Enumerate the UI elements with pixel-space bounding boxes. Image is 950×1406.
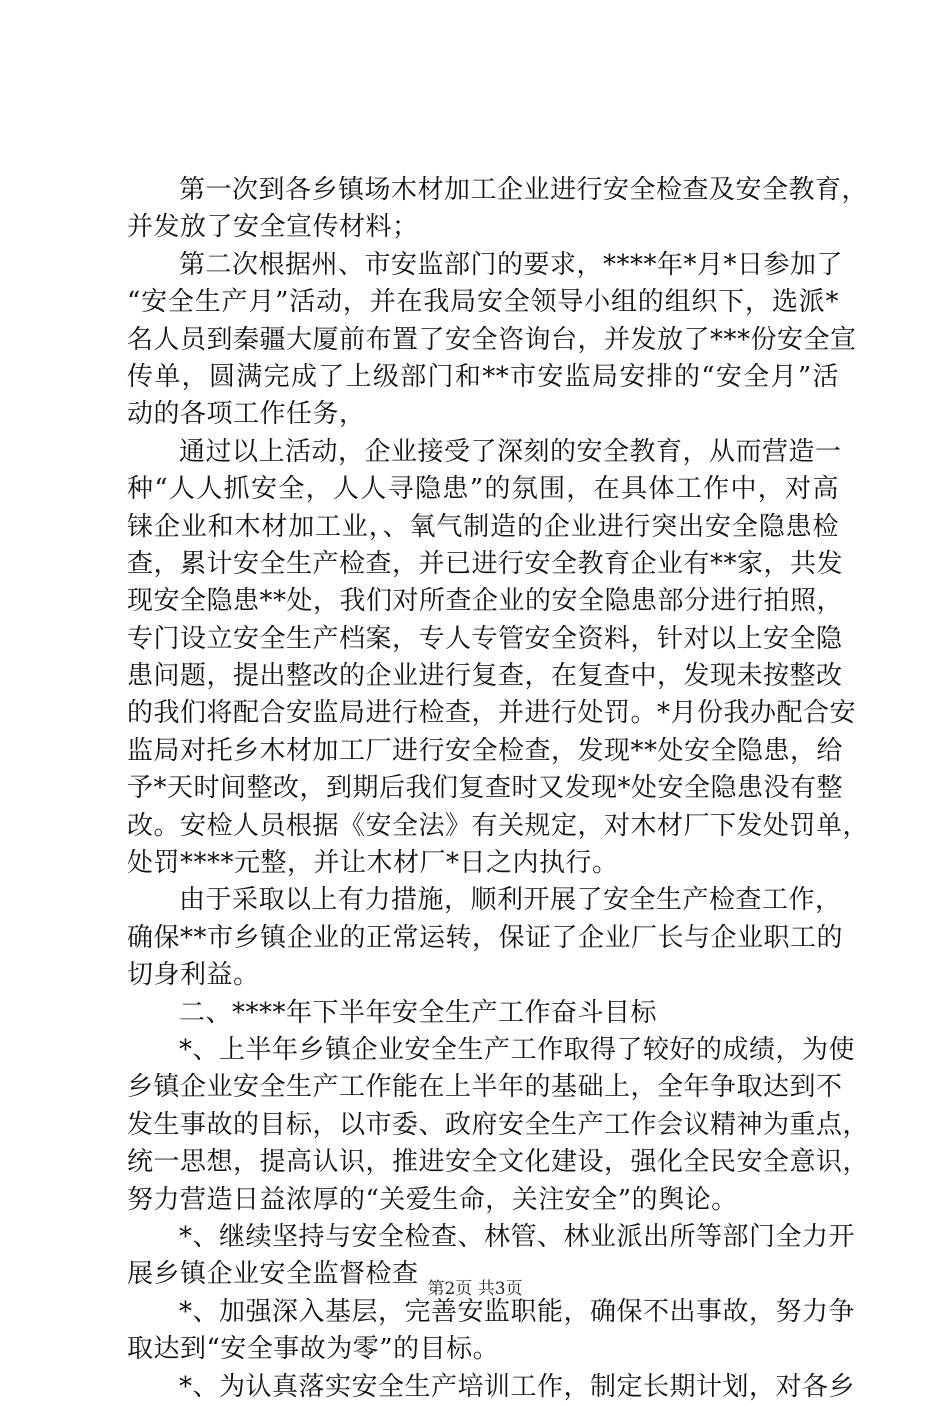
text-line: 患问题，提出整改的企业进行复查，在复查中，发现未按整改	[127, 661, 843, 692]
text-line: 切身利益。	[127, 960, 260, 991]
text-line: 展乡镇企业安全监督检查	[127, 1259, 419, 1290]
text-line: 并发放了安全宣传材料；	[127, 212, 419, 243]
section-heading-text: 二、****年下半年安全生产工作奋斗目标	[179, 997, 658, 1028]
text-line: 努力营造日益浓厚的“关爱生命，关注安全”的舆论。	[127, 1184, 738, 1215]
text-line: 确保**市乡镇企业的正常运转，保证了企业厂长与企业职工的	[127, 922, 844, 953]
text-line: 铼企业和木材加工业，、氧气制造的企业进行突出安全隐患检	[127, 511, 839, 542]
text-line: 发生事故的目标，以市委、政府安全生产工作会议精神为重点，	[127, 1109, 870, 1140]
paragraph-9	[127, 1369, 856, 1406]
text-line: 监局对托乡木材加工厂进行安全检查，发现**处安全隐患，给	[127, 735, 844, 766]
text-line: 的我们将配合安监局进行检查，并进行处罚。*月份我办配合安	[127, 698, 857, 729]
paragraph-8	[127, 1294, 856, 1369]
text-line: *、继续坚持与安全检查、林管、林业派出所等部门全力开	[179, 1221, 856, 1252]
text-line: *、加强深入基层，完善安监职能，确保不出事故，努力争	[179, 1296, 856, 1327]
text-line: 由于采取以上有力措施，顺利开展了安全生产检查工作，	[179, 885, 842, 916]
document-body	[127, 172, 870, 1406]
text-line: 第二次根据州、市安监部门的要求，****年*月*日参加了	[179, 249, 844, 280]
section-heading	[127, 995, 839, 1032]
text-line: 处罚****元整，并让木材厂*日之内执行。	[127, 848, 619, 879]
paragraph-4	[127, 882, 844, 994]
text-line: 名人员到秦疆大厦前布置了安全咨询台，并发放了***份安全宣	[127, 324, 857, 355]
text-line: *、上半年乡镇企业安全生产工作取得了较好的成绩，为使	[179, 1034, 856, 1065]
text-line: 现安全隐患**处，我们对所查企业的安全隐患部分进行拍照，	[127, 586, 844, 617]
paragraph-6	[127, 1032, 870, 1219]
text-line: *、为认真落实安全生产培训工作，制定长期计划，对各乡	[179, 1371, 856, 1402]
text-line: 取达到“安全事故为零”的目标。	[127, 1334, 500, 1365]
paragraph-2	[127, 247, 857, 434]
page-number-footer: 第2页 共3页	[427, 1279, 523, 1299]
text-line: 第一次到各乡镇场木材加工企业进行安全检查及安全教育，	[179, 175, 869, 205]
text-line: 传单，圆满完成了上级部门和**市安监局安排的“安全月”活	[127, 361, 839, 392]
text-line: 查，累计安全生产检查，并已进行安全教育企业有**家，共发	[127, 548, 844, 579]
text-line: 予*天时间整改，到期后我们复查时又发现*处安全隐患没有整	[127, 773, 844, 804]
paragraph-3	[127, 434, 870, 883]
text-line: 通过以上活动，企业接受了深刻的安全教育，从而营造一	[179, 436, 842, 467]
text-line: 种“人人抓安全，人人寻隐患”的氛围，在具体工作中，对高	[127, 474, 839, 505]
text-line: 乡镇企业安全生产工作能在上半年的基础上，全年争取达到不	[127, 1072, 843, 1103]
text-line: 专门设立安全生产档案，专人专管安全资料，针对以上安全隐	[127, 623, 843, 654]
text-line: 动的各项工作任务，	[127, 399, 366, 430]
paragraph-1	[127, 172, 869, 247]
text-line: 改。安检人员根据《安全法》有关规定，对木材厂下发处罚单，	[127, 810, 870, 841]
text-line: 统一思想，提高认识，推进安全文化建设，强化全民安全意识，	[127, 1147, 870, 1178]
text-line: “安全生产月”活动，并在我局安全领导小组的组织下，选派*	[127, 287, 839, 318]
